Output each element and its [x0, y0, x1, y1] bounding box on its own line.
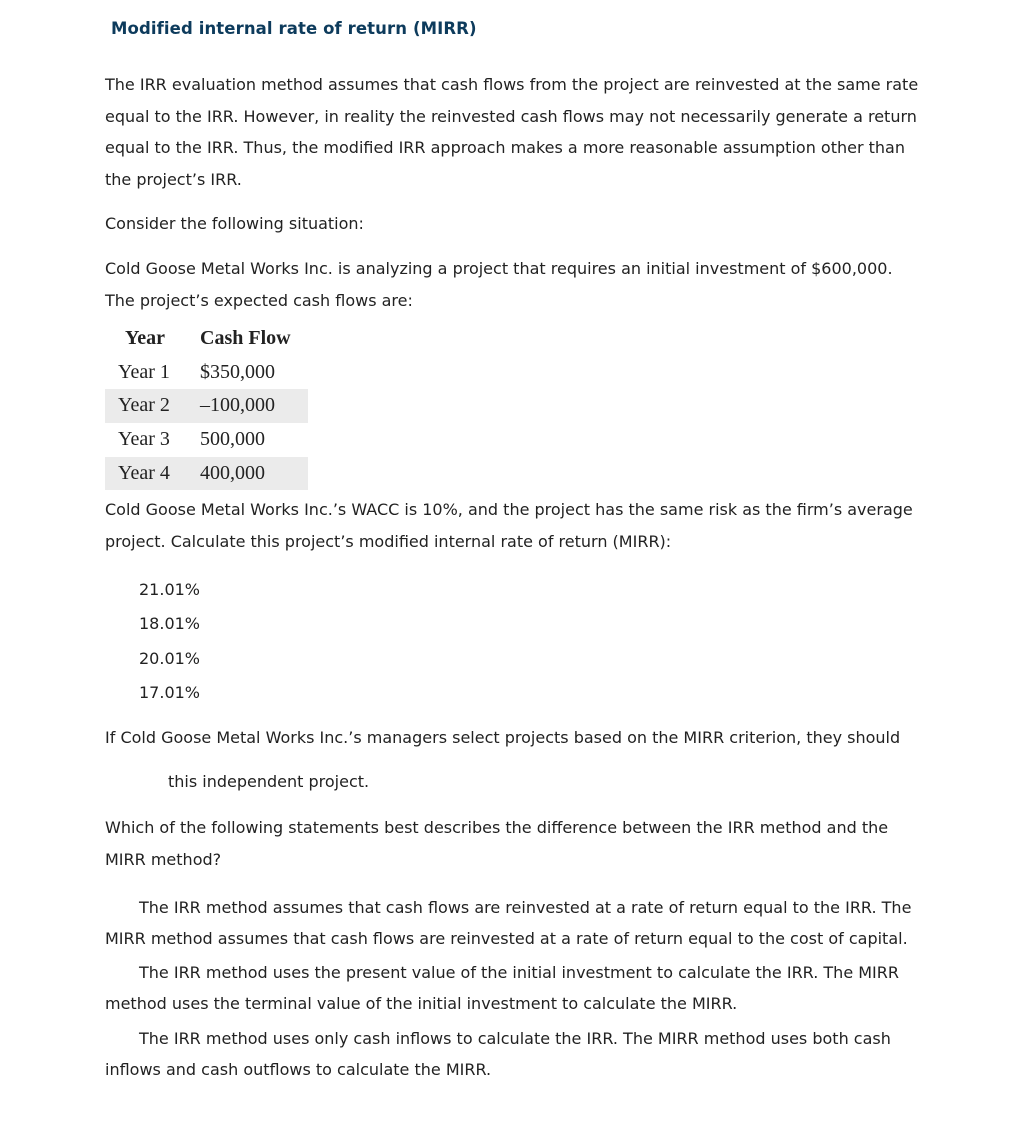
row-cash-flow: 400,000	[200, 461, 265, 484]
table-header-row	[105, 322, 308, 356]
comparison-question: Which of the following statements best describes the difference between the IRR method and the MIRR method?	[105, 818, 889, 869]
statement-option[interactable]: The IRR method assumes that cash flows are reinvested at a rate of return equal to the IRR. The MIRR method assumes that cash flows are reinvested at a rate of return equal to the cost of capital.	[105, 898, 912, 948]
criterion-text: If Cold Goose Metal Works Inc.’s managers select projects based on the MIRR criterion, they should	[105, 728, 901, 747]
table-row	[105, 356, 308, 390]
table-row	[105, 389, 308, 423]
table-row	[105, 423, 308, 457]
mirr-option[interactable]: 17.01%	[139, 683, 201, 702]
header-year: Year	[125, 327, 165, 349]
row-year: Year 3	[118, 428, 170, 451]
page-title: Modified internal rate of return (MIRR)	[111, 19, 477, 38]
header-cash-flow: Cash Flow	[200, 327, 291, 349]
mirr-option[interactable]: 20.01%	[139, 649, 201, 668]
row-cash-flow: 500,000	[200, 428, 265, 451]
row-year: Year 1	[118, 360, 170, 383]
criterion-tail: this independent project.	[168, 772, 370, 791]
statement-option[interactable]: The IRR method uses only cash inflows to calculate the IRR. The MIRR method uses both cash inflows and cash outflows to calculate the MIRR.	[105, 1029, 891, 1079]
mirr-option[interactable]: 21.01%	[139, 580, 201, 599]
table-row	[105, 457, 308, 491]
statement-option[interactable]: The IRR method uses the present value of the initial investment to calculate the IRR. The MIRR method uses the terminal value of the initial investment to calculate the MIRR.	[105, 963, 899, 1013]
row-cash-flow: –100,000	[200, 394, 275, 417]
cash-flow-table	[105, 322, 308, 490]
wacc-paragraph: Cold Goose Metal Works Inc.’s WACC is 10%, and the project has the same risk as the firm’s average project. Calculate this project’s modified internal rate of return (MIRR):	[105, 500, 913, 551]
row-year: Year 4	[118, 461, 170, 484]
mirr-option[interactable]: 18.01%	[139, 614, 201, 633]
row-cash-flow: $350,000	[200, 360, 275, 383]
consider-text: Consider the following situation:	[105, 214, 364, 233]
row-year: Year 2	[118, 394, 170, 417]
scenario-paragraph: Cold Goose Metal Works Inc. is analyzing a project that requires an initial investment of $600,000. The project’s expected cash flows are:	[105, 259, 893, 310]
intro-paragraph: The IRR evaluation method assumes that cash flows from the project are reinvested at the same rate equal to the IRR. However, in reality the reinvested cash flows may not necessarily generate a return equal to the IRR. Thus, the modified IRR approach makes a more reasonable assumption other than the project’s IRR.	[105, 75, 919, 189]
